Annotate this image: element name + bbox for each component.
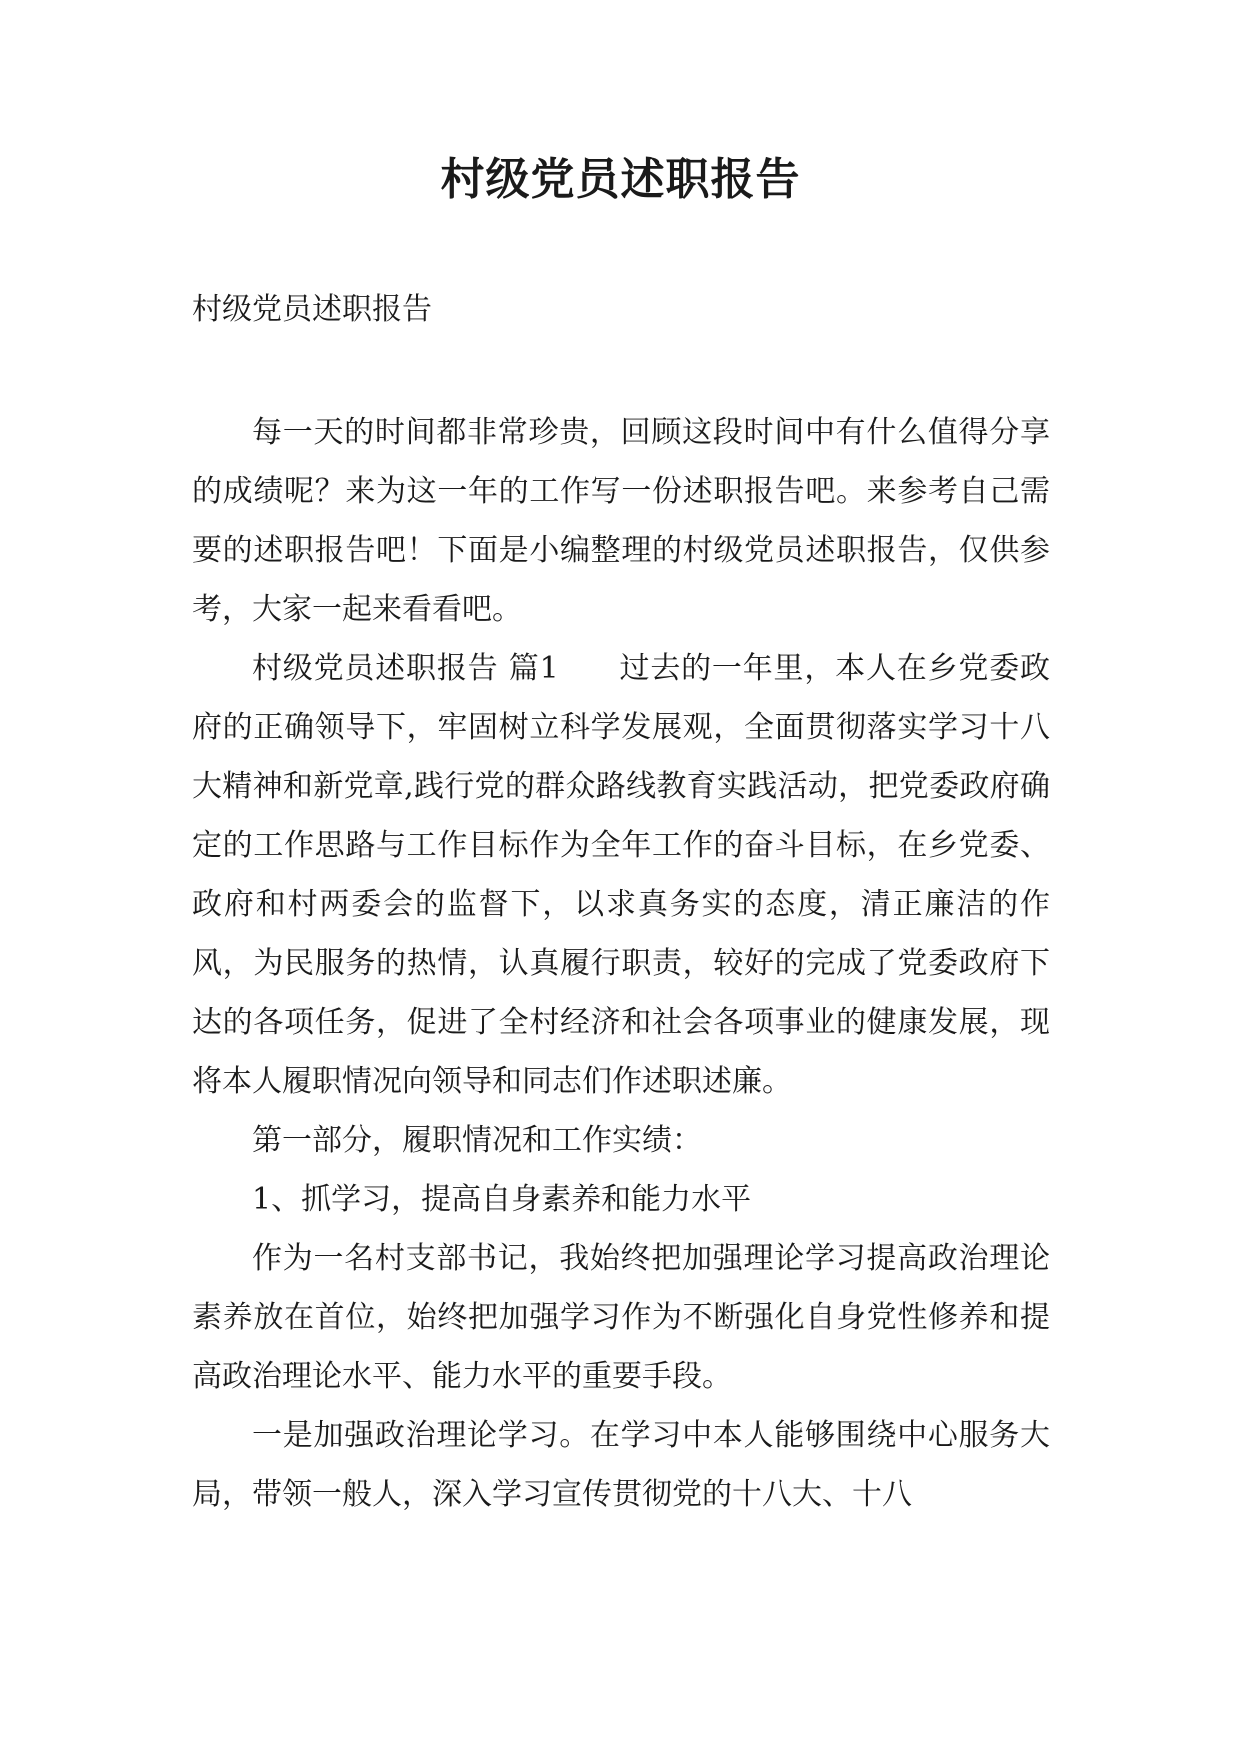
study-paragraph: 作为一名村支部书记，我始终把加强理论学习提高政治理论素养放在首位，始终把加强学习作为不断强化自身党性修养和提高政治理论水平、能力水平的重要手段。 (192, 1241, 1050, 1394)
document-body (192, 403, 1050, 1524)
section-paragraph (192, 639, 1050, 1111)
section-body: 过去的一年里，本人在乡党委政府的正确领导下，牢固树立科学发展观，全面贯彻落实学习十八大精神和新党章,践行党的群众路线教育实践活动，把党委政府确定的工作思路与工作目标作为全年工作的奋斗目标，在乡党委、政府和村两委会的监督下，以求真务实的态度，清正廉洁的作风，为民服务的热情，认真履行职责，较好的完成了党委政府下达的各项任务，促进了全村经济和社会各项事业的健康发展，现将本人履职情况向领导和同志们作述职述廉。 (192, 651, 1051, 1099)
document-title: 村级党员述职报告 (440, 154, 801, 205)
document-subtitle: 村级党员述职报告 (192, 292, 432, 327)
item-one-heading: 1、抓学习，提高自身素养和能力水平 (252, 1182, 752, 1217)
section-heading: 村级党员述职报告 篇1 (252, 651, 559, 686)
part-one-heading: 第一部分，履职情况和工作实绩： (252, 1123, 702, 1158)
intro-paragraph: 每一天的时间都非常珍贵，回顾这段时间中有什么值得分享的成绩呢？来为这一年的工作写一份述职报告吧。来参考自己需要的述职报告吧！下面是小编整理的村级党员述职报告，仅供参考，大家一起来看看吧。 (192, 415, 1050, 627)
political-study-paragraph: 一是加强政治理论学习。在学习中本人能够围绕中心服务大局，带领一般人，深入学习宣传贯彻党的十八大、十八 (192, 1418, 1050, 1512)
